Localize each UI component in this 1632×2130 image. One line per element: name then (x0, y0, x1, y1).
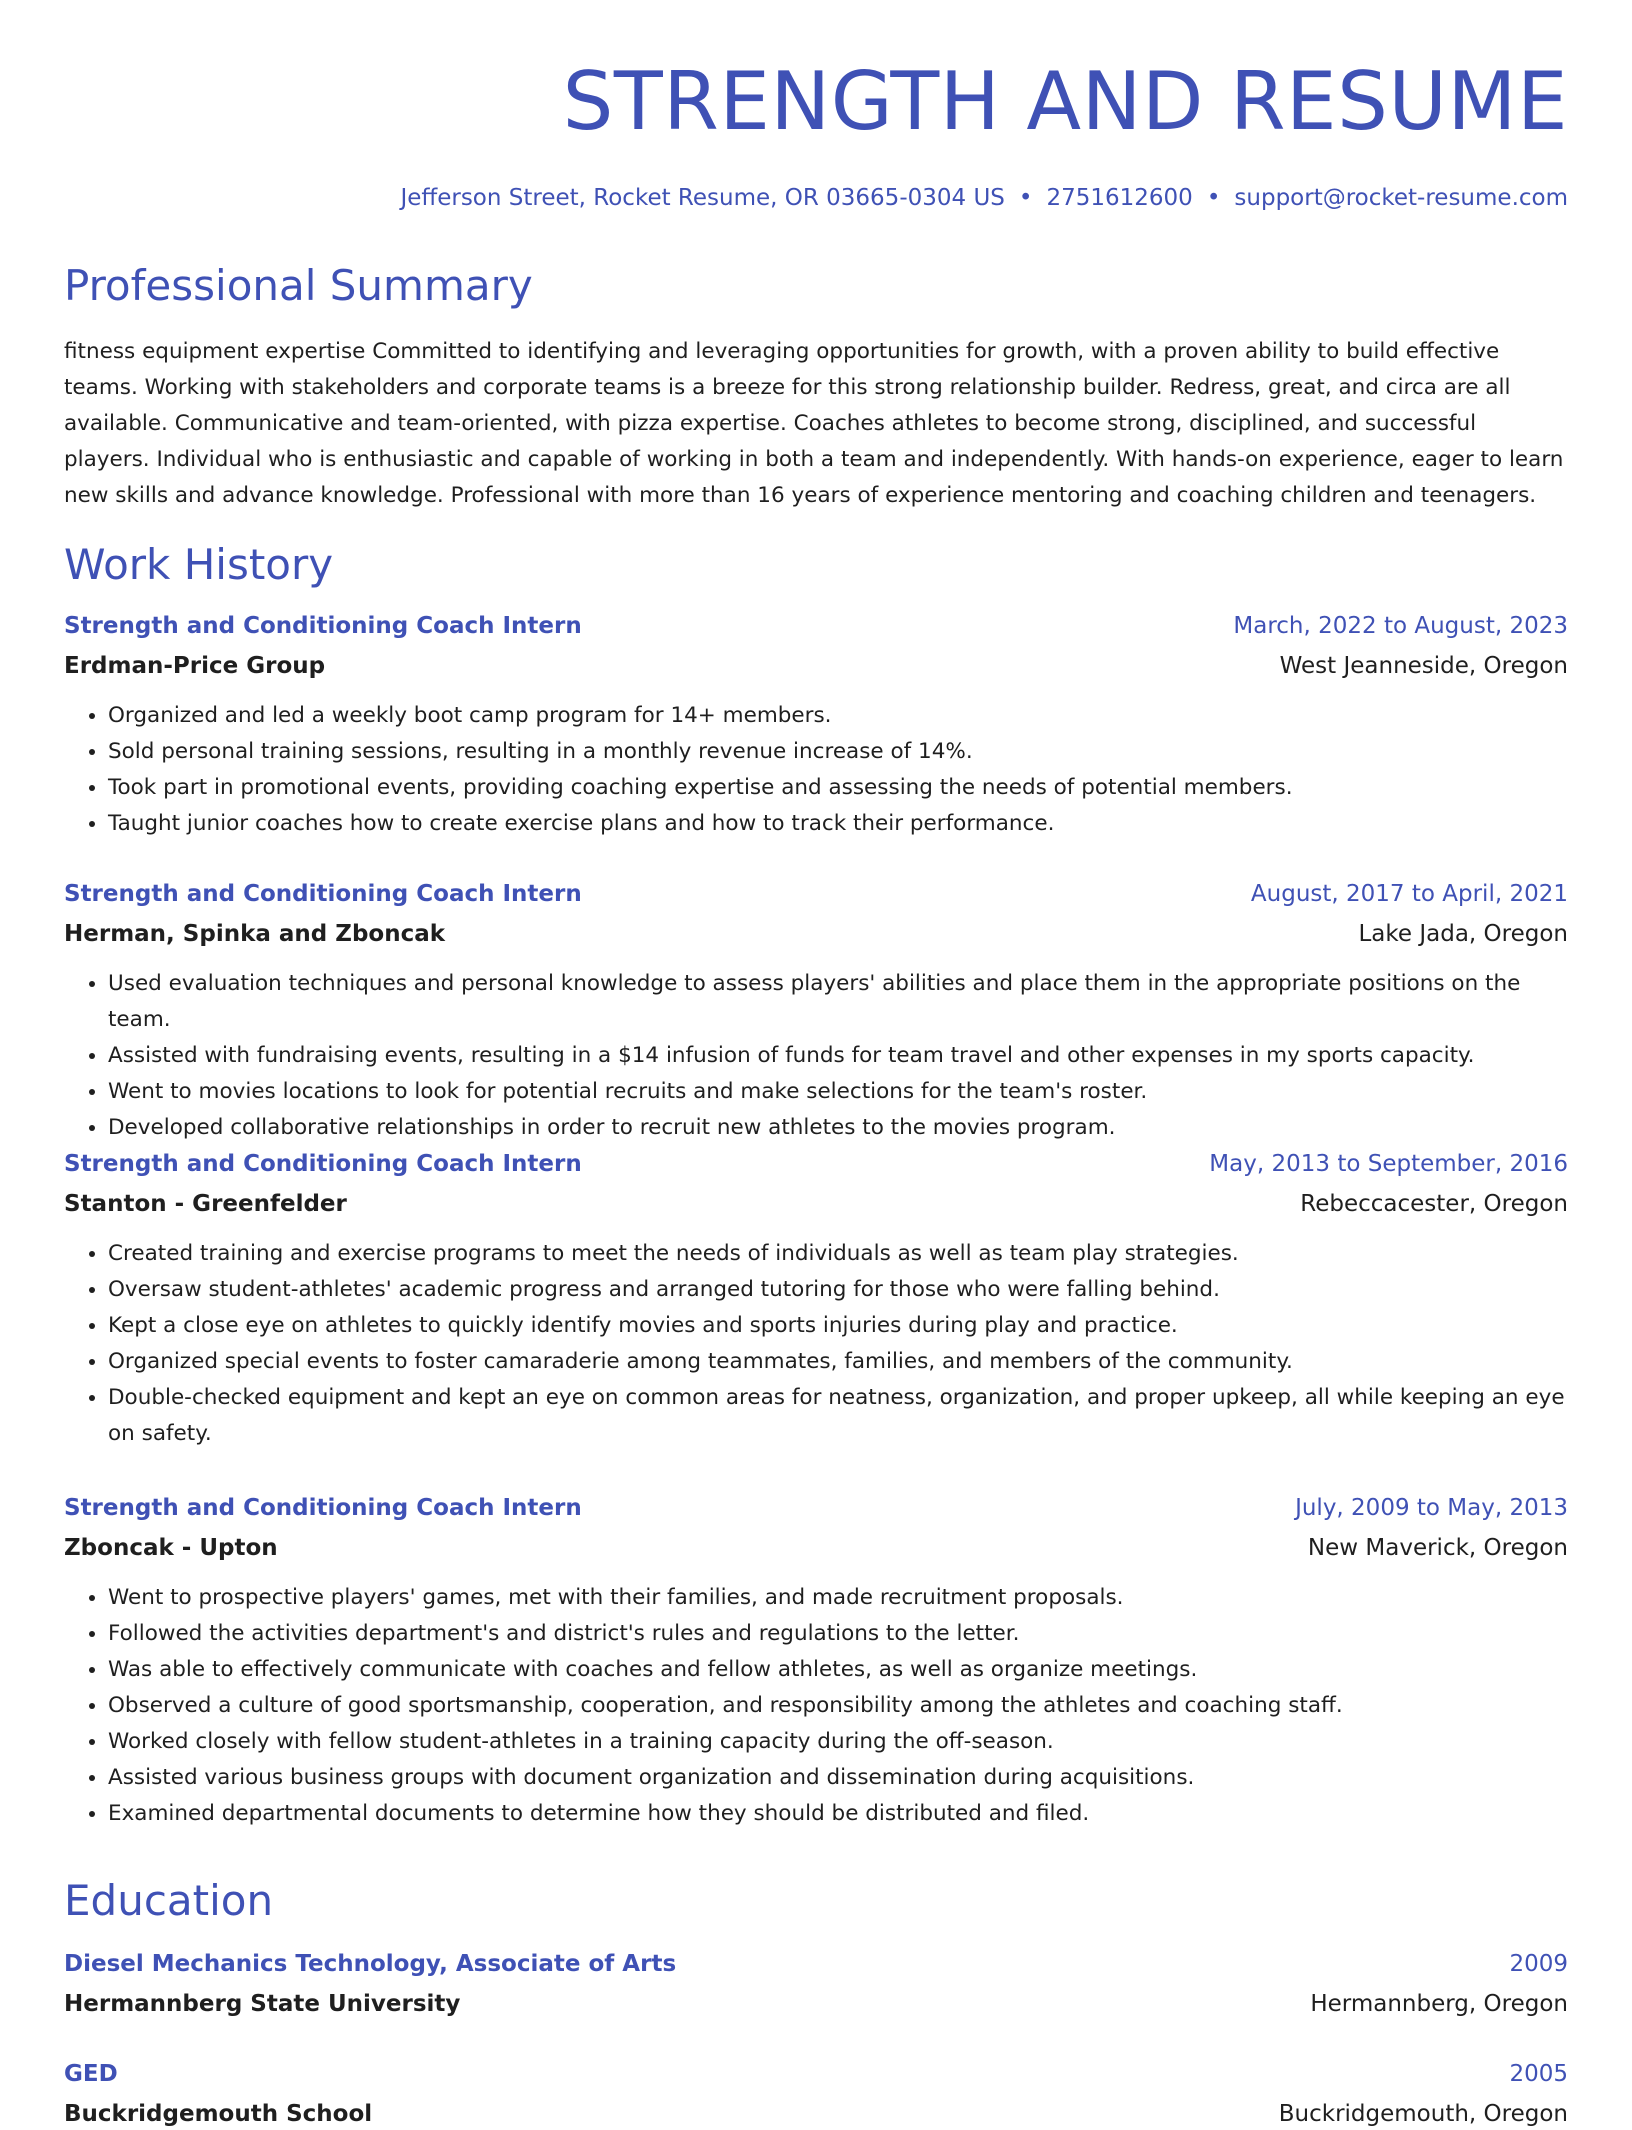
job-dates: July, 2009 to May, 2013 (1295, 1495, 1568, 1521)
job-entry (64, 1148, 1568, 1452)
job-bullet: • Kept a close eye on athletes to quickly identify movies and sports injuries during play and practice. (108, 1308, 1568, 1344)
school-location: Buckridgemouth, Oregon (1278, 2101, 1568, 2127)
job-bullets (64, 698, 1568, 842)
contact-separator: • (1018, 185, 1033, 211)
graduation-year: 2005 (1509, 2061, 1568, 2087)
summary-text: fitness equipment expertise Committed to identifying and leveraging opportunities for growth, with a proven ability to build effective teams. Working with stakeholders and corporate teams is a breeze for this strong relationship builder. Redress, great, and circa are all available. Communicative and team-oriented, with pizza expertise. Coaches athletes to become strong, disciplined, and successful players. Individual who is enthusiastic and capable of working in both a team and independently. With hands-on experience, eager to learn new skills and advance knowledge. Professional with more than 16 years of experience mentoring and coaching children and teenagers. (64, 339, 1564, 508)
education-heading: Education (64, 1876, 274, 1925)
job-location: New Maverick, Oregon (1307, 1535, 1568, 1561)
degree-name: GED (64, 2061, 118, 2087)
job-dates: March, 2022 to August, 2023 (1233, 613, 1568, 639)
job-bullet: • Followed the activities department's and district's rules and regulations to the letter. (108, 1616, 1568, 1652)
degree-name: Diesel Mechanics Technology, Associate of Arts (64, 1951, 677, 1977)
job-entry (64, 610, 1568, 842)
company-name: Herman, Spinka and Zboncak (64, 921, 446, 947)
job-bullet: • Sold personal training sessions, resulting in a monthly revenue increase of 14%. (108, 734, 1568, 770)
job-title: Strength and Conditioning Coach Intern (64, 1495, 582, 1521)
contact-separator: • (1206, 185, 1221, 211)
job-bullet: • Taught junior coaches how to create exercise plans and how to track their performance. (108, 806, 1568, 842)
job-bullet: • Organized and led a weekly boot camp program for 14+ members. (108, 698, 1568, 734)
job-bullet: • Double-checked equipment and kept an eye on common areas for neatness, organization, and proper upkeep, all while keeping an eye on safety. (108, 1380, 1568, 1452)
job-bullets (64, 1580, 1568, 1832)
job-bullet: • Took part in promotional events, providing coaching expertise and assessing the needs of potential members. (108, 770, 1568, 806)
job-entry (64, 878, 1568, 1146)
job-location: West Jeanneside, Oregon (1279, 653, 1568, 679)
job-dates: May, 2013 to September, 2016 (1209, 1151, 1568, 1177)
company-name: Erdman-Price Group (64, 653, 326, 679)
job-bullet: • Assisted various business groups with document organization and dissemination during acquisitions. (108, 1760, 1568, 1796)
job-bullet: • Used evaluation techniques and personal knowledge to assess players' abilities and place them in the appropriate positions on the team. (108, 966, 1568, 1038)
job-bullet: • Went to prospective players' games, met with their families, and made recruitment proposals. (108, 1580, 1568, 1616)
job-title: Strength and Conditioning Coach Intern (64, 1151, 582, 1177)
job-title: Strength and Conditioning Coach Intern (64, 881, 582, 907)
job-bullet: • Observed a culture of good sportsmanship, cooperation, and responsibility among the athletes and coaching staff. (108, 1688, 1568, 1724)
job-bullets (64, 1236, 1568, 1452)
school-name: Buckridgemouth School (64, 2101, 373, 2127)
contact-address: Jefferson Street, Rocket Resume, OR 03665-0304 US (400, 185, 1005, 211)
job-location: Rebeccacester, Oregon (1300, 1191, 1568, 1217)
job-bullet: • Was able to effectively communicate with coaches and fellow athletes, as well as organize meetings. (108, 1652, 1568, 1688)
job-location: Lake Jada, Oregon (1358, 921, 1568, 947)
job-dates: August, 2017 to April, 2021 (1250, 881, 1568, 907)
contact-email[interactable]: support@rocket-resume.com (1234, 185, 1568, 211)
job-bullet: • Organized special events to foster camaraderie among teammates, families, and members of the community. (108, 1344, 1568, 1380)
company-name: Stanton - Greenfelder (64, 1191, 347, 1217)
job-bullets (64, 966, 1568, 1146)
school-location: Hermannberg, Oregon (1310, 1991, 1568, 2017)
graduation-year: 2009 (1509, 1951, 1568, 1977)
contact-line (64, 182, 1568, 214)
job-bullet: • Assisted with fundraising events, resulting in a $14 infusion of funds for team travel and other expenses in my sports capacity. (108, 1038, 1568, 1074)
job-bullet: • Developed collaborative relationships in order to recruit new athletes to the movies program. (108, 1110, 1568, 1146)
education-entry (64, 2058, 1568, 2130)
job-bullet: • Went to movies locations to look for potential recruits and make selections for the team's roster. (108, 1074, 1568, 1110)
education-entry (64, 1948, 1568, 2020)
work-history-heading: Work History (64, 540, 334, 589)
job-entry (64, 1492, 1568, 1832)
company-name: Zboncak - Upton (64, 1535, 278, 1561)
job-bullet: • Worked closely with fellow student-athletes in a training capacity during the off-season. (108, 1724, 1568, 1760)
contact-phone: 2751612600 (1046, 185, 1193, 211)
summary-heading: Professional Summary (64, 261, 533, 310)
school-name: Hermannberg State University (64, 1991, 461, 2017)
job-bullet: • Created training and exercise programs to meet the needs of individuals as well as team play strategies. (108, 1236, 1568, 1272)
candidate-name: STRENGTH AND RESUME (562, 55, 1568, 148)
resume-page (64, 0, 1568, 2127)
job-bullet: • Examined departmental documents to determine how they should be distributed and filed. (108, 1796, 1568, 1832)
job-bullet: • Oversaw student-athletes' academic progress and arranged tutoring for those who were falling behind. (108, 1272, 1568, 1308)
job-title: Strength and Conditioning Coach Intern (64, 613, 582, 639)
